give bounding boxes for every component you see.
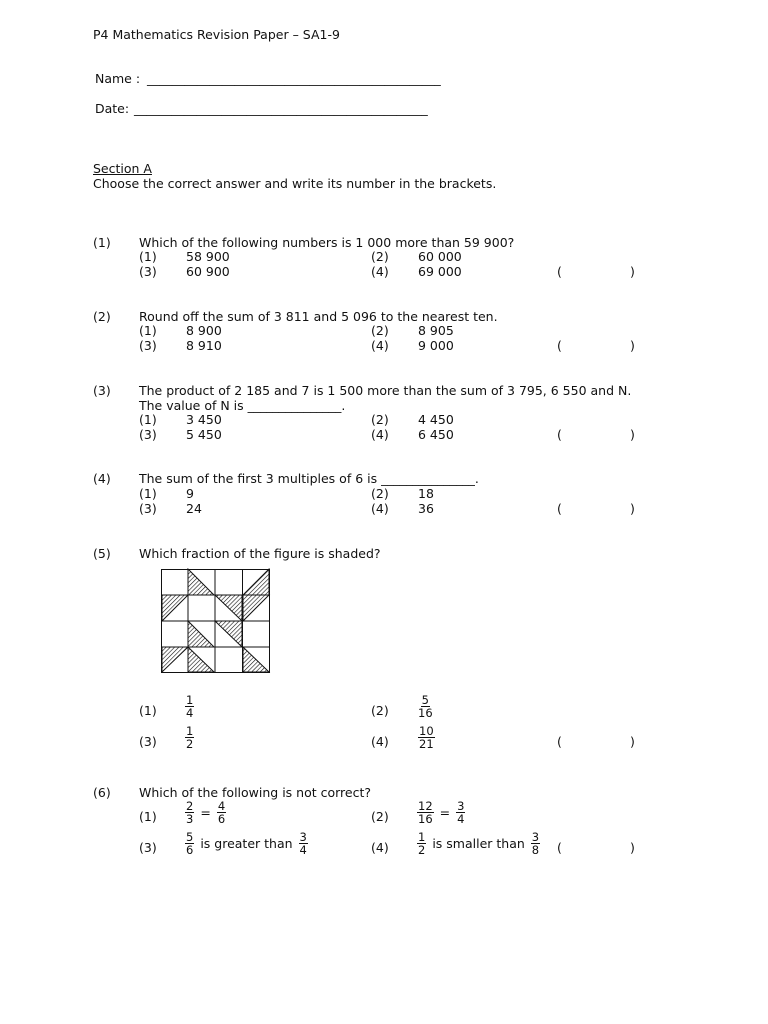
option-label: (2) [371,486,389,501]
fraction-numerator: 3 [299,830,307,844]
fraction-numerator: 5 [186,830,194,844]
option-label: (2) [371,412,389,427]
option-value: 18 [418,486,434,501]
option-label: (3) [139,264,157,279]
fraction-denominator: 2 [418,843,426,857]
fraction-numerator: 1 [186,693,194,707]
comparison-text: is smaller than [432,836,525,851]
fraction-numerator: 3 [457,799,465,813]
option-value: 8 905 [418,323,454,338]
option-value: 8 900 [186,323,222,338]
option-label: (4) [371,840,389,855]
option-label: (4) [371,501,389,516]
option-value: 9 000 [418,338,454,353]
option-value: 58 900 [186,249,230,264]
answer-bracket-close[interactable]: ) [630,264,635,279]
shaded-grid-figure [160,568,271,674]
option-value: 5 450 [186,427,222,442]
answer-bracket-close[interactable]: ) [630,427,635,442]
comparison-text: is greater than [200,836,293,851]
fraction-denominator: 4 [186,706,194,720]
answer-bracket-open[interactable]: ( [557,427,562,442]
fraction-numerator: 5 [421,693,429,707]
question-text: Which of the following is not correct? [139,785,372,800]
equation-option-2 [417,800,465,825]
answer-bracket-open[interactable]: ( [557,734,562,749]
fraction-denominator: 6 [186,843,194,857]
fraction-numerator: 3 [531,830,540,844]
option-label: (2) [371,809,389,824]
question-text: Round off the sum of 3 811 and 5 096 to the nearest ten. [139,309,498,324]
fraction-numerator: 12 [418,799,433,813]
answer-bracket-close[interactable]: ) [630,840,635,855]
fraction-option-2 [418,694,433,719]
option-label: (1) [139,703,157,718]
option-value: 69 000 [418,264,462,279]
question-number: (5) [93,546,111,561]
fraction-option-4 [418,725,435,750]
question-text: The product of 2 185 and 7 is 1 500 more than the sum of 3 795, 6 550 and N. [139,383,632,398]
date-label: Date: [95,101,130,116]
fraction-option-1 [185,694,194,719]
comparison-option-4 [417,831,540,856]
option-value: 9 [186,486,194,501]
section-instruction: Choose the correct answer and write its number in the brackets. [93,176,497,191]
question-text: Which of the following numbers is 1 000 more than 59 900? [139,235,515,250]
fraction-numerator: 4 [217,799,226,813]
option-value: 8 910 [186,338,222,353]
paper-title: P4 Mathematics Revision Paper – SA1-9 [93,27,340,42]
option-label: (3) [139,840,157,855]
name-label: Name : [95,71,141,86]
question-text: Which fraction of the figure is shaded? [139,546,381,561]
answer-bracket-open[interactable]: ( [557,840,562,855]
option-label: (3) [139,734,157,749]
option-label: (4) [371,264,389,279]
question-text-line-2: The value of N is _______________. [139,398,346,413]
fraction-denominator: 16 [418,812,433,826]
option-label: (3) [139,427,157,442]
option-value: 6 450 [418,427,454,442]
fraction-numerator: 1 [418,830,426,844]
fraction-denominator: 4 [299,843,307,857]
answer-bracket-open[interactable]: ( [557,264,562,279]
equals-sign: = [200,805,211,820]
option-label: (4) [371,427,389,442]
question-number: (1) [93,235,111,250]
option-label: (2) [371,249,389,264]
fraction-numerator: 10 [419,724,434,738]
section-heading: Section A [93,161,152,176]
fraction-numerator: 1 [186,724,194,738]
option-value: 60 900 [186,264,230,279]
equation-option-1 [185,800,226,825]
answer-bracket-close[interactable]: ) [630,501,635,516]
question-text: The sum of the first 3 multiples of 6 is _______________. [139,471,479,486]
date-field[interactable]: _______________________________________________ [134,101,428,116]
fraction-option-3 [185,725,194,750]
answer-bracket-open[interactable]: ( [557,501,562,516]
question-number: (2) [93,309,111,324]
name-field[interactable]: _______________________________________________ [147,71,441,86]
option-label: (4) [371,338,389,353]
answer-bracket-open[interactable]: ( [557,338,562,353]
option-label: (1) [139,412,157,427]
comparison-option-3 [185,831,308,856]
fraction-denominator: 21 [419,737,434,751]
fraction-denominator: 2 [186,737,194,751]
option-value: 36 [418,501,434,516]
equals-sign: = [439,805,451,820]
fraction-numerator: 2 [186,799,194,813]
fraction-denominator: 4 [457,812,465,826]
fraction-denominator: 16 [418,706,433,720]
option-label: (2) [371,703,389,718]
option-value: 3 450 [186,412,222,427]
question-number: (3) [93,383,111,398]
fraction-denominator: 8 [531,843,540,857]
fraction-denominator: 3 [186,812,194,826]
answer-bracket-close[interactable]: ) [630,734,635,749]
option-label: (1) [139,249,157,264]
option-label: (1) [139,809,157,824]
option-value: 4 450 [418,412,454,427]
option-label: (4) [371,734,389,749]
answer-bracket-close[interactable]: ) [630,338,635,353]
option-value: 60 000 [418,249,462,264]
question-number: (6) [93,785,111,800]
question-number: (4) [93,471,111,486]
option-value: 24 [186,501,202,516]
option-label: (3) [139,338,157,353]
option-label: (2) [371,323,389,338]
option-label: (3) [139,501,157,516]
option-label: (1) [139,323,157,338]
fraction-denominator: 6 [217,812,226,826]
option-label: (1) [139,486,157,501]
